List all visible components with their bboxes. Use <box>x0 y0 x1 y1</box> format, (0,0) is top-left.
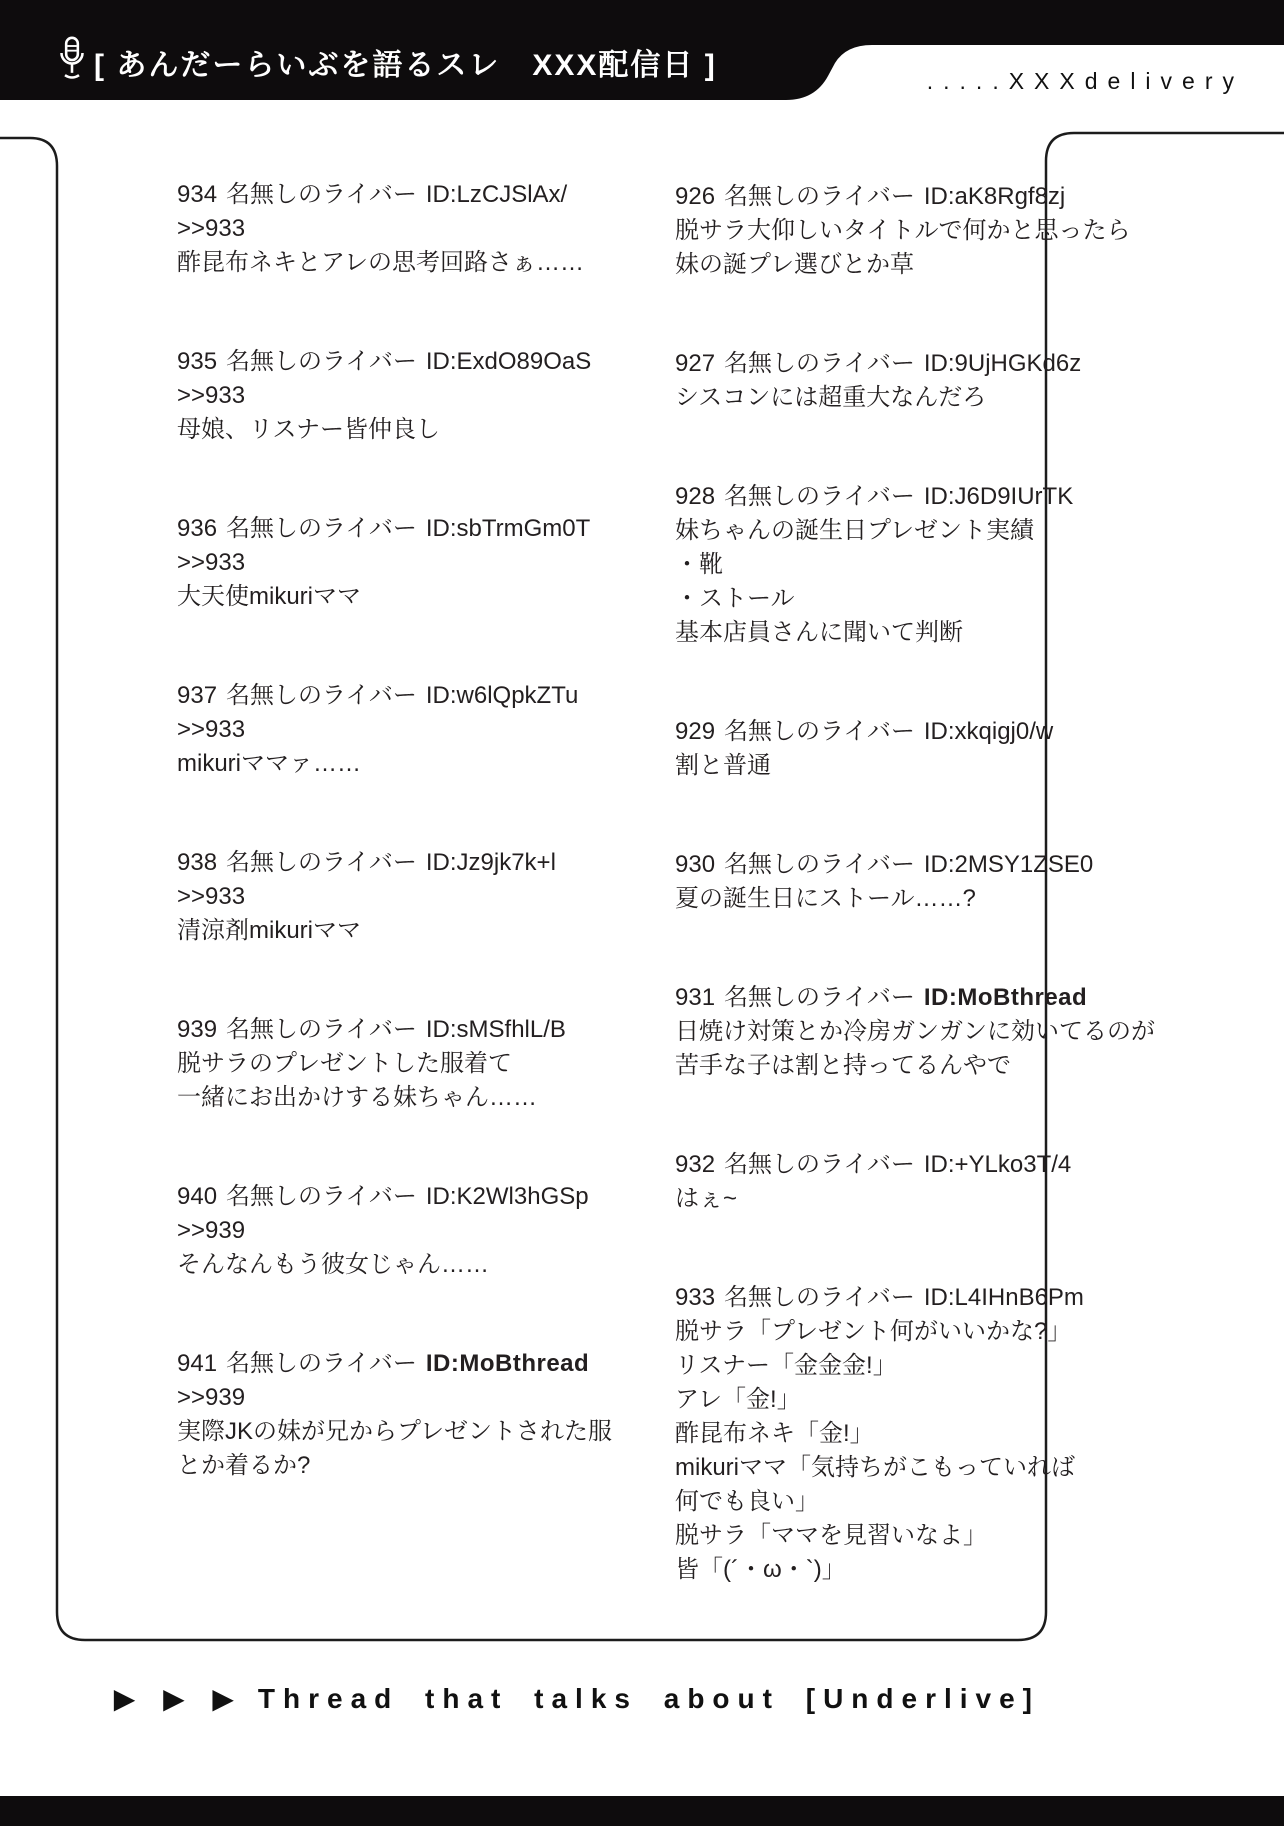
post-id: ID:Jz9jk7k+l <box>425 849 556 876</box>
post-lines <box>177 880 612 948</box>
post-id: ID:MoBthread <box>923 984 1088 1011</box>
post-lines <box>177 1047 612 1115</box>
post-number: 940 <box>177 1183 218 1210</box>
post-number: 930 <box>675 851 716 878</box>
post-id: ID:2MSY1ZSE0 <box>923 851 1094 878</box>
post-line: リスナー「金金金!」 <box>675 1352 897 1379</box>
post-header <box>177 512 612 546</box>
post-lines <box>675 749 1155 783</box>
post-author-name: 名無しのライバー <box>724 1151 915 1178</box>
post-line: 皆「(´・ω・`)」 <box>675 1556 846 1583</box>
post-number: 934 <box>177 181 218 208</box>
thread-post <box>177 1013 612 1115</box>
post-id: ID:xkqigj0/w <box>923 718 1054 745</box>
post-line: 大天使mikuriママ <box>177 583 361 610</box>
post-lines <box>675 882 1155 916</box>
post-id: ID:sMSfhlL/B <box>425 1016 566 1043</box>
post-line: そんなんもう彼女じゃん…… <box>177 1251 489 1278</box>
post-number: 938 <box>177 849 218 876</box>
post-id: ID:MoBthread <box>425 1350 590 1377</box>
post-line: >>933 <box>177 883 246 910</box>
post-number: 937 <box>177 682 218 709</box>
post-number: 936 <box>177 515 218 542</box>
post-line: >>939 <box>177 1217 246 1244</box>
post-author-name: 名無しのライバー <box>724 1284 915 1311</box>
post-author-name: 名無しのライバー <box>226 849 417 876</box>
thread-post <box>675 1281 1155 1587</box>
post-lines <box>675 514 1155 650</box>
post-author-name: 名無しのライバー <box>226 515 417 542</box>
post-line: とか着るか? <box>177 1452 311 1479</box>
post-line: 一緒にお出かけする妹ちゃん…… <box>177 1084 537 1111</box>
thread-post <box>177 1180 612 1282</box>
post-line: 脱サラ大仰しいタイトルで何かと思ったら <box>675 217 1131 244</box>
post-header <box>177 1347 612 1381</box>
post-line: 割と普通 <box>675 752 771 779</box>
post-header <box>177 679 612 713</box>
post-author-name: 名無しのライバー <box>724 851 915 878</box>
post-id: ID:L4IHnB6Pm <box>923 1284 1084 1311</box>
post-line: 基本店員さんに聞いて判断 <box>675 619 963 646</box>
post-line: 実際JKの妹が兄からプレゼントされた服 <box>177 1418 613 1445</box>
post-line: mikuriママァ…… <box>177 750 361 777</box>
thread-post <box>675 347 1155 415</box>
post-lines <box>675 214 1155 282</box>
post-id: ID:J6D9IUrTK <box>923 483 1074 510</box>
post-header <box>177 1180 612 1214</box>
post-author-name: 名無しのライバー <box>226 1350 417 1377</box>
post-line: ・ストール <box>675 585 795 612</box>
post-lines <box>675 1182 1155 1216</box>
post-author-name: 名無しのライバー <box>724 984 915 1011</box>
post-number: 941 <box>177 1350 218 1377</box>
post-id: ID:aK8Rgf8zj <box>923 183 1066 210</box>
post-header <box>675 480 1155 514</box>
post-author-name: 名無しのライバー <box>724 183 915 210</box>
footer-label: Thread that talks about [Underlive] <box>257 1683 1040 1714</box>
post-lines <box>177 1214 612 1282</box>
post-header <box>675 981 1155 1015</box>
footer-arrows-icon: ▶ ▶ ▶ <box>113 1683 244 1714</box>
post-line: 苦手な子は割と持ってるんやで <box>675 1052 1011 1079</box>
post-line: 何でも良い」 <box>675 1488 819 1515</box>
post-line: ・靴 <box>675 551 723 578</box>
post-number: 935 <box>177 348 218 375</box>
post-number: 926 <box>675 183 716 210</box>
thread-post <box>675 848 1155 916</box>
post-lines <box>177 1381 612 1483</box>
post-id: ID:sbTrmGm0T <box>425 515 591 542</box>
post-id: ID:ExdO89OaS <box>425 348 592 375</box>
thread-column-right <box>675 180 1155 1587</box>
post-line: >>933 <box>177 549 246 576</box>
post-line: はぇ~ <box>675 1185 738 1212</box>
thread-post <box>675 180 1155 282</box>
thread-post <box>675 480 1155 650</box>
post-id: ID:K2Wl3hGSp <box>425 1183 589 1210</box>
post-line: 夏の誕生日にストール……? <box>675 885 976 912</box>
post-line: 清涼剤mikuriママ <box>177 917 361 944</box>
thread-title: [ あんだーらいぶを語るスレ XXX配信日 ] <box>94 49 717 82</box>
post-line: 脱サラ「ママを見習いなよ」 <box>675 1522 987 1549</box>
post-header <box>177 345 612 379</box>
microphone-icon <box>58 36 86 84</box>
post-header <box>675 715 1155 749</box>
post-line: 日焼け対策とか冷房ガンガンに効いてるのが <box>675 1018 1155 1045</box>
post-lines <box>177 713 612 781</box>
post-header <box>675 347 1155 381</box>
post-number: 933 <box>675 1284 716 1311</box>
thread-post <box>177 679 612 781</box>
post-header <box>675 1281 1155 1315</box>
post-number: 928 <box>675 483 716 510</box>
post-line: 妹ちゃんの誕生日プレゼント実績 <box>675 517 1035 544</box>
post-header <box>675 1148 1155 1182</box>
footer-caption <box>114 1682 1040 1715</box>
post-line: mikuriママ「気持ちがこもっていれば <box>675 1454 1075 1481</box>
post-author-name: 名無しのライバー <box>226 348 417 375</box>
post-header <box>675 180 1155 214</box>
post-line: 酢昆布ネキ「金!」 <box>675 1420 874 1447</box>
thread-post <box>675 981 1155 1083</box>
post-author-name: 名無しのライバー <box>226 1016 417 1043</box>
post-line: 脱サラのプレゼントした服着て <box>177 1050 513 1077</box>
post-header <box>177 846 612 880</box>
post-line: シスコンには超重大なんだろ <box>675 384 987 411</box>
post-number: 939 <box>177 1016 218 1043</box>
thread-post <box>177 178 612 280</box>
post-lines <box>177 546 612 614</box>
post-lines <box>675 381 1155 415</box>
post-author-name: 名無しのライバー <box>226 181 417 208</box>
post-header <box>675 848 1155 882</box>
post-header <box>177 1013 612 1047</box>
post-number: 932 <box>675 1151 716 1178</box>
post-id: ID:LzCJSlAx/ <box>425 181 568 208</box>
thread-post <box>177 345 612 447</box>
delivery-label: .....XXXdelivery <box>926 68 1244 94</box>
post-author-name: 名無しのライバー <box>226 682 417 709</box>
thread-post <box>177 846 612 948</box>
post-lines <box>675 1315 1155 1587</box>
thread-column-left <box>177 178 612 1483</box>
post-line: 酢昆布ネキとアレの思考回路さぁ…… <box>177 249 585 276</box>
post-line: アレ「金!」 <box>675 1386 801 1413</box>
post-lines <box>675 1015 1155 1083</box>
post-id: ID:+YLko3T/4 <box>923 1151 1072 1178</box>
post-line: >>933 <box>177 215 246 242</box>
post-id: ID:9UjHGKd6z <box>923 350 1082 377</box>
post-author-name: 名無しのライバー <box>724 483 915 510</box>
thread-post <box>675 1148 1155 1216</box>
thread-post <box>177 512 612 614</box>
post-id: ID:w6lQpkZTu <box>425 682 579 709</box>
post-number: 927 <box>675 350 716 377</box>
post-lines <box>177 379 612 447</box>
post-line: >>933 <box>177 382 246 409</box>
post-number: 929 <box>675 718 716 745</box>
thread-post <box>675 715 1155 783</box>
post-author-name: 名無しのライバー <box>724 718 915 745</box>
post-author-name: 名無しのライバー <box>724 350 915 377</box>
post-line: 妹の誕プレ選びとか草 <box>675 251 915 278</box>
thread-post <box>177 1347 612 1483</box>
post-line: >>933 <box>177 716 246 743</box>
post-lines <box>177 212 612 280</box>
bottom-bar <box>0 1796 1284 1826</box>
post-line: 母娘、リスナー皆仲良し <box>177 416 441 443</box>
post-line: >>939 <box>177 1384 246 1411</box>
post-header <box>177 178 612 212</box>
post-number: 931 <box>675 984 716 1011</box>
post-line: 脱サラ「プレゼント何がいいかな?」 <box>675 1318 1072 1345</box>
post-author-name: 名無しのライバー <box>226 1183 417 1210</box>
